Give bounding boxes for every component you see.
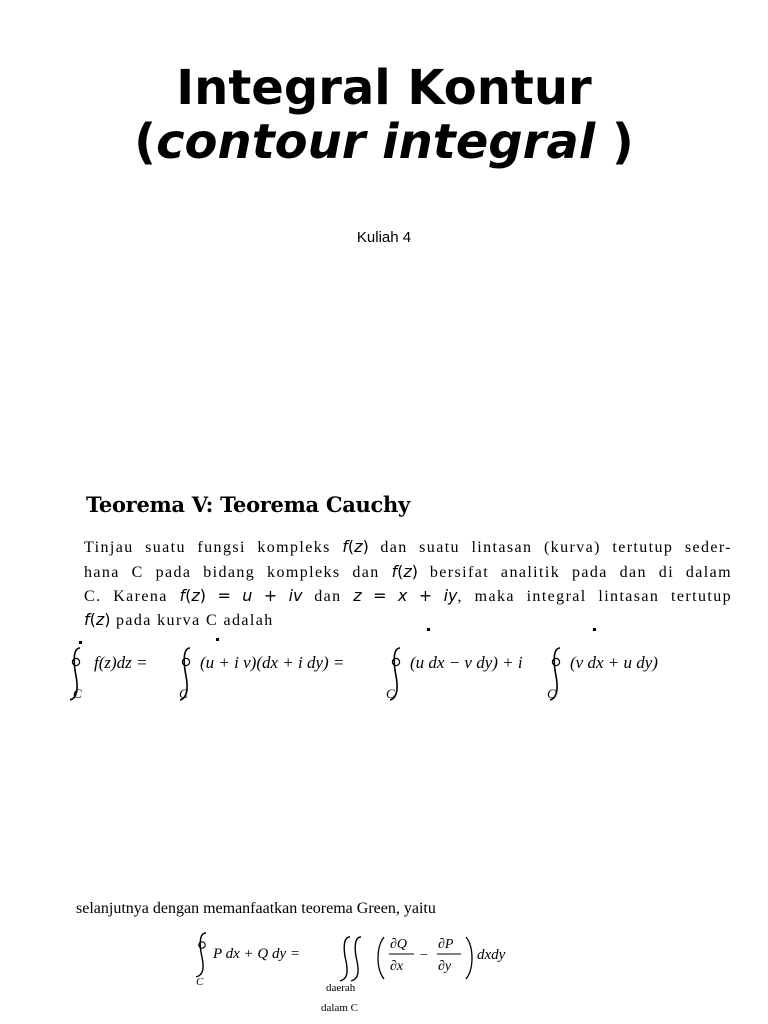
page-title: Integral Kontur — [176, 60, 592, 116]
lecture-label: Kuliah 4 — [356, 229, 412, 246]
contour-integral-green — [196, 933, 206, 977]
text-span: hana C pada bidang kompleks dan — [84, 564, 392, 581]
text-span: , maka integral lintasan tertutup — [457, 588, 733, 605]
text-span: pada kurva C adalah — [110, 612, 274, 629]
green-equation — [186, 925, 526, 1020]
math-z: z — [403, 562, 412, 581]
paren-open: ( — [134, 114, 157, 170]
region-label-1: daerah — [326, 982, 356, 994]
green-equation-svg — [186, 925, 526, 1020]
math-u-plus-iv: = u + iv — [206, 586, 303, 605]
text-span: dan suatu lintasan (kurva) tertutup seder- — [368, 539, 732, 556]
math-z: z — [95, 610, 105, 629]
eq-term-1: f(z)dz = — [94, 653, 148, 672]
frac-dx: ∂x — [390, 959, 404, 974]
eq-term-3: (u dx − v dy) + i — [410, 653, 523, 672]
math-f: f — [342, 537, 348, 556]
green-intro: selanjutnya dengan memanfaatkan teorema Green, yaitu — [76, 900, 436, 917]
theorem-line-3: C. Karena f(z) = u + iv dan z = x + iy, maka integral lintasan tertutup — [84, 586, 733, 605]
math-z: z — [354, 537, 363, 556]
minus-sign: − — [420, 948, 428, 963]
text-span: Tinjau suatu fungsi kompleks — [84, 539, 343, 556]
title-italic: contour integral — [156, 114, 596, 170]
math-z: z — [191, 586, 200, 605]
region-label-2: dalam C — [321, 1002, 358, 1014]
page-title-subline — [0, 116, 768, 168]
paren-left — [378, 937, 384, 979]
math-f: f — [84, 610, 90, 629]
green-tail: dxdy — [477, 947, 506, 963]
theorem-heading: Teorema V: Teorema Cauchy — [86, 492, 410, 517]
green-lhs: P dx + Q dy = — [213, 946, 301, 962]
math-f: f — [391, 562, 398, 581]
theorem-line-4: f(z) pada kurva C adalah — [84, 610, 274, 629]
eq-term-4: (v dx + u dy) — [570, 653, 658, 672]
frac-dy: ∂y — [438, 959, 452, 974]
frac-dQ: ∂Q — [390, 937, 408, 952]
paren-close: ) — [595, 114, 634, 170]
contour-label: C — [179, 686, 188, 701]
contour-label: C — [547, 686, 556, 701]
double-integral — [340, 937, 361, 981]
theorem-line-2: hana C pada bidang kompleks dan f(z) bersifat analitik pada dan di dalam — [84, 562, 732, 581]
paren-right — [466, 937, 472, 979]
math-f: f — [179, 586, 186, 605]
text-span: dan — [302, 588, 354, 605]
contour-label: C — [73, 686, 82, 701]
cauchy-equation-svg — [66, 640, 686, 710]
text-span: C. Karena — [84, 588, 180, 605]
contour-label: C — [386, 686, 395, 701]
eq-term-2: (u + i v)(dx + i dy) = — [200, 653, 345, 672]
text-span: bersifat analitik pada dan di dalam — [418, 564, 732, 581]
math-z-eq: z = x + iy — [353, 586, 458, 605]
cauchy-equation — [66, 640, 686, 710]
theorem-line-1: Tinjau suatu fungsi kompleks f(z) dan suatu lintasan (kurva) tertutup seder- — [84, 537, 732, 556]
contour-label: C — [196, 976, 204, 988]
frac-dP: ∂P — [438, 937, 454, 952]
